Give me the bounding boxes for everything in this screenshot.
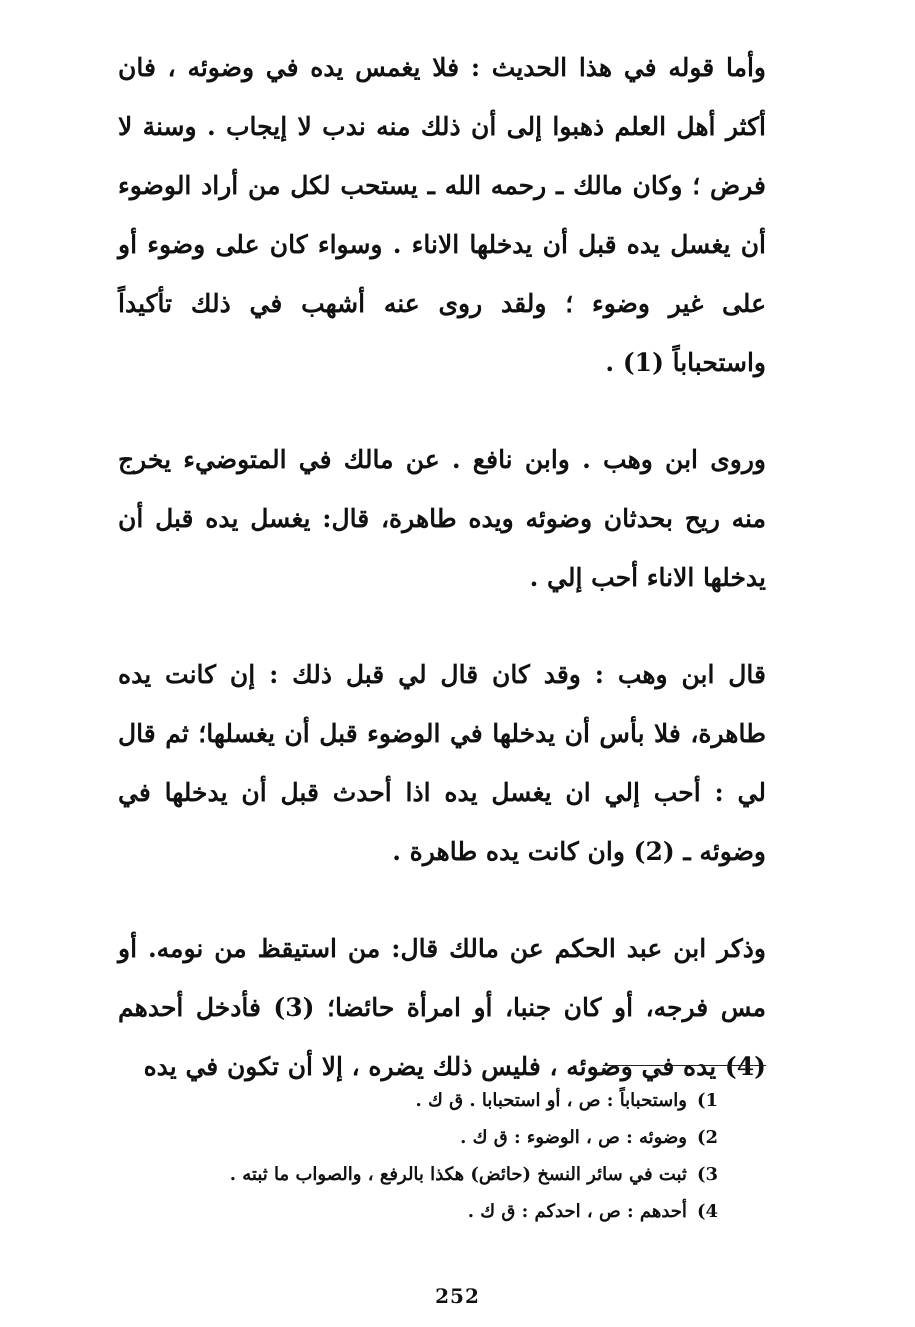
footnote-text: ثبت في سائر النسخ (حائض) هكذا بالرفع ، والصواب ما ثبته . [229, 1164, 687, 1185]
main-text-block [118, 38, 766, 1096]
footnote-number: 1) [696, 1090, 718, 1111]
paragraph-1: وأما قوله في هذا الحديث : فلا يغمس يده في وضوئه ، فان أكثر أهل العلم ذهبوا إلى أن ذلك منه ندب لا إيجاب . وسنة لا فرض ؛ وكان مالك ـ رحمه الله ـ يستحب لكل من أراد الوضوء أن يغسل يده قبل أن يدخلها الاناء . وسواء كان على وضوء أو على غير وضوء ؛ ولقد روى عنه أشهب في ذلك تأكيداً واستحباباً (1) . [118, 53, 766, 377]
page-number: 252 [435, 1284, 480, 1308]
footnote-number: 3) [696, 1164, 718, 1185]
footnote-item [118, 1156, 718, 1193]
paragraph-4: وذكر ابن عبد الحكم عن مالك قال: من استيقظ من نومه. أو مس فرجه، أو كان جنبا، أو امرأة حائضا؛ (3) فأدخل أحدهم (4) يده في وضوئه ، فليس ذلك يضره ، إلا أن تكون في يده [118, 934, 767, 1081]
footnote-item [118, 1119, 718, 1156]
paragraph-3: قال ابن وهب : وقد كان قال لي قبل ذلك : إن كانت يده طاهرة، فلا بأس أن يدخلها في الوضوء قبل أن يغسلها؛ ثم قال لي : أحب إلي ان يغسل يده اذا أحدث قبل أن يدخلها في وضوئه ـ (2) وان كانت يده طاهرة . [118, 660, 766, 866]
footnote-item [118, 1193, 718, 1230]
footnote-text: أحدهم : ص ، احدكم : ق ك . [467, 1201, 687, 1222]
footnote-number: 2) [696, 1127, 718, 1148]
footnote-text: وضوئه : ص ، الوضوء : ق ك . [460, 1127, 687, 1148]
footnotes-list [118, 1082, 718, 1230]
footnote-item [118, 1082, 718, 1119]
footnote-divider [603, 1065, 766, 1066]
footnote-text: واستحباباً : ص ، أو استحبابا . ق ك . [415, 1090, 687, 1111]
paragraph-2: وروى ابن وهب . وابن نافع . عن مالك في المتوضيء يخرج منه ريح بحدثان وضوئه ويده طاهرة، قال: يغسل يده قبل أن يدخلها الاناء أحب إلي . [118, 445, 766, 592]
footnote-number: 4) [696, 1201, 718, 1222]
